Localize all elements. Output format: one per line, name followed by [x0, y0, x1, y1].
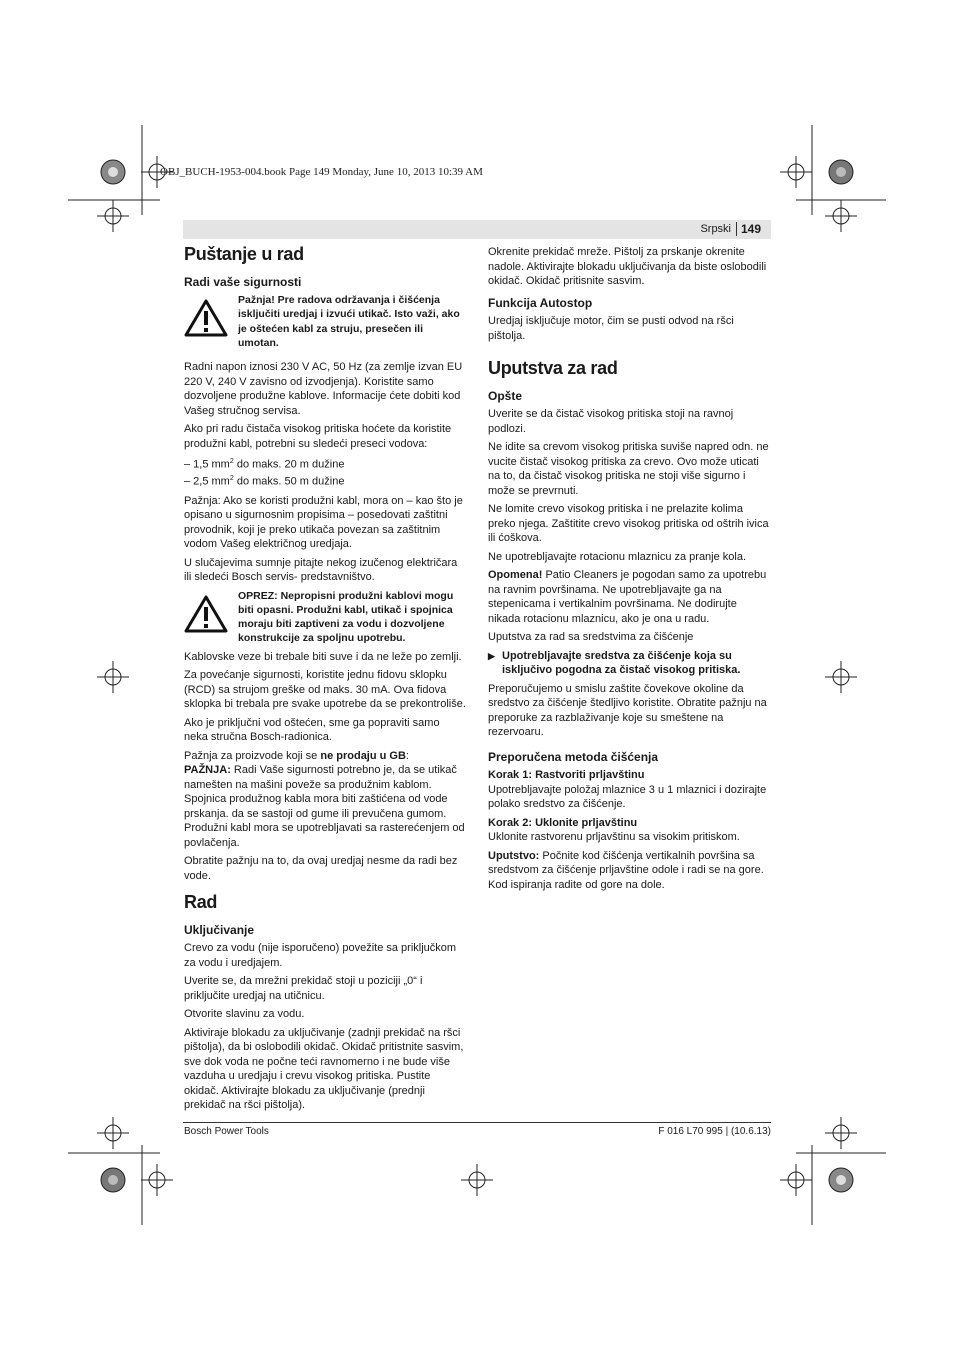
paragraph-extension-cable: Ako pri radu čistača visokog pritiska hoćete da koristite produžni kabl, potrebni su sledeći preseci vodova: [184, 423, 452, 450]
text: Počnite kod čišćenja vertikalnih površina sa sredstvom za čišćenje prljavštine odole i radi se na gore. Kod ispiranja radite od gore na dole. [488, 849, 764, 891]
paragraph-environment: Preporučujemo u smislu zaštite čovekove okoline da sredstvo za čišćenje štedljivo koristite. Obratite pažnju na preporuke za razblaživanje koje su smeštene na rezervoaru. [488, 682, 767, 738]
warning-text-maintenance: Pažnja! Pre radova održavanja i čišćenja isključiti uredjaj i izvući utikač. Isto važi, ako je oštećen kabl za struju, presečen ili umotan. [238, 294, 460, 349]
left-column [184, 245, 466, 1117]
paragraph-detergent-heading: Uputstva za rad sa sredstvima za čišćenje [488, 631, 694, 643]
superscript: 2 [229, 458, 234, 466]
label-bold: PAŽNJA: [184, 764, 231, 777]
header-separator [736, 222, 737, 236]
section-title-operation: Rad [184, 892, 218, 913]
paragraph-attention [184, 763, 466, 850]
heading-safety: Radi vaše sigurnosti [184, 274, 302, 289]
paragraph-open-tap: Otvorite slavinu za vodu. [184, 1008, 305, 1021]
heading-step-2: Korak 2: Uklonite prljavštinu [488, 816, 638, 829]
paragraph-hose-kink: Ne lomite crevo visokog pritiska i ne prelazite kolima preko njega. Zaštitite crevo visokog pritiska od oštrih ivica ili ćoškova. [488, 503, 769, 544]
warning-triangle-icon [184, 299, 228, 337]
footer-brand: Bosch Power Tools [184, 1126, 269, 1137]
text: Pažnja za proizvode koji se [184, 749, 321, 762]
paragraph-note [488, 849, 770, 893]
paragraph-step-2: Uklonite rastvorenu prljavštinu sa visokim pritiskom. [488, 831, 740, 843]
label-bold: Opomena! [488, 569, 543, 581]
footer-rule [183, 1122, 771, 1123]
warning-text-caution: OPREZ: Nepropisni produžni kablovi mogu biti opasni. Produžni kabl, utikač i spojnica moraju biti zaptiveni za vodu i dozvoljene konstrukcije za spoljnu upotrebu. [238, 589, 454, 645]
paragraph-hose-pull: Ne idite sa crevom visokog pritiska suviše napred odn. ne vucite čistač visokog pritiska za crevo. Ovo može uticati na to, da čistač visokog pritiska ne stoji više sigurno i može se prevrnuti. [488, 441, 769, 497]
list-item [184, 455, 466, 472]
paragraph-autostop: Uredjaj isključuje motor, čim se pusti odvod na ršci pištolja. [488, 315, 734, 342]
warning-triangle-icon [184, 595, 228, 633]
text: Radi Vaše sigurnosti potrebno je, da se utikač namešten na mašini poveže sa produžnim kablom. Spojnica produžnog kabla mora biti zaštićena od vode prskanja. da se sastoji od gume ili prevučena gumom. Produžni kabl mora se upotrebljavati sa rasterećenjem od povlačenja. [184, 764, 465, 849]
header-language: Srpski [700, 223, 731, 235]
paragraph-step-1: Upotrebljavajte položaj mlaznice 3 u 1 mlaznici i dozirajte polako sredstvo za čišćenje. [488, 783, 767, 810]
paragraph-switch-off: Okrenite prekidač mreže. Pištolj za prskanje okrenite nadole. Aktivirajte blokadu uključivanja da biste oslobodili okidač. Okidač pritisnite sasvim. [488, 246, 767, 287]
arrow-bullet-icon: ▶ [488, 650, 495, 661]
section-title-instructions: Uputstva za rad [488, 358, 618, 378]
paragraph-cable-connections: Kablovske veze bi trebale biti suve i da ne leže po zemlji. [184, 650, 462, 663]
paragraph-rcd: Za povećanje sigurnosti, koristite jednu fidovu sklopku (RCD) sa strujom greške od maks. 30 mA. Ova fidova sklopka bi trebala pre svake upotrebe da se prekontroliše. [184, 669, 466, 711]
list-item-text: do maks. 20 m dužine [233, 458, 345, 471]
header-page-number: 149 [740, 222, 761, 236]
warning-block-caution [184, 589, 466, 646]
cable-section-list [184, 455, 466, 489]
right-column [488, 245, 770, 896]
footer-doc-number: F 016 L70 995 | (10.6.13) [658, 1126, 771, 1137]
list-item-prefix: – 2,5 mm [184, 476, 230, 488]
paragraph-protective-conductor: Pažnja: Ako se koristi produžni kabl, mora on – kao što je opisano u sigurnosnim propisima – posedovati zaštitni provodnik, koji je preko utikača povezan sa zaštitnim vodom Vašeg električnog uredjaja. [184, 494, 463, 550]
heading-cleaning-method: Preporučena metoda čišćenja [488, 749, 659, 764]
heading-switching-on: Uključivanje [184, 922, 255, 937]
paragraph-connect-hose: Crevo za vodu (nije isporučeno) povežite sa priključkom za vodu i uredjajem. [184, 942, 457, 969]
page-header [183, 220, 771, 239]
paragraph-mains-switch: Uverite se, da mrežni prekidač stoji u poziciji „0“ i priključite uredjaj na utičnicu. [184, 975, 423, 1002]
list-item-prefix: – 1,5 mm [184, 458, 230, 471]
heading-general: Opšte [488, 388, 523, 403]
section-title-startup: Puštanje u rad [184, 244, 304, 264]
heading-autostop: Funkcija Autostop [488, 295, 593, 310]
label-bold: Uputstvo: [488, 849, 540, 862]
list-item [184, 472, 466, 489]
book-info-line: OBJ_BUCH-1953-004.book Page 149 Monday, June 10, 2013 10:39 AM [160, 166, 483, 178]
paragraph-damaged-cable: Ako je priključni vod oštećen, sme ga popraviti samo neka stručna Bosch-radionica. [184, 716, 440, 744]
warning-block-maintenance [184, 293, 466, 350]
paragraph-flat-surface: Uverite se da čistač visokog pritiska stoji na ravnoj podlozi. [488, 408, 734, 435]
list-item-text: do maks. 50 m dužine [233, 476, 345, 488]
superscript: 2 [229, 475, 234, 483]
paragraph-trigger-lock: Aktiviraje blokadu za uključivanje (zadnji prekidač na ršci pištolja), da bi oslobodili okidač. Okidač pritistnite sasvim, sve dok voda ne počne teći ravnomerno i ne bude više vazduha u uredjaju i crevu visokog pritiska. Pustite okidač. Aktivirajte blokadu za uključivanje (prednji prekidač na ršci pištolja). [184, 1026, 464, 1112]
text: Patio Cleaners je pogodan samo za upotrebu na ravnim površinama. Ne upotrebljavajte ga na stepenicama i vertikalnim površinama. Ne dodirujte nikada rotacionu mlaznicu, ako je ona u radu. [488, 569, 767, 625]
paragraph-rotary-nozzle: Ne upotrebljavajte rotacionu mlaznicu za pranje kola. [488, 550, 747, 563]
paragraph-voltage: Radni napon iznosi 230 V AC, 50 Hz (za zemlje izvan EU 220 V, 240 V zavisno od izvodjenja). Koristite samo dozvoljene produžne kablove. Informacije ćete dobiti kod Vašeg stručnog servisa. [184, 361, 463, 417]
bullet-text: Upotrebljavajte sredstva za čišćenje koja su isključivo pogodna za čistač visokog pritiska. [502, 649, 741, 676]
paragraph-patio-cleaner [488, 568, 770, 626]
text-bold: ne prodaju u GB [320, 749, 406, 762]
bullet-detergent [488, 649, 770, 678]
paragraph-not-gb [184, 749, 466, 764]
paragraph-no-water: Obratite pažnju na to, da ovaj uredjaj nesme da radi bez vode. [184, 855, 458, 882]
paragraph-electrician: U slučajevima sumnje pitajte nekog izučenog električara ili sledeći Bosch servis- predstavništvo. [184, 556, 458, 583]
heading-step-1: Korak 1: Rastvoriti prljavštinu [488, 769, 645, 781]
text: : [405, 749, 409, 762]
